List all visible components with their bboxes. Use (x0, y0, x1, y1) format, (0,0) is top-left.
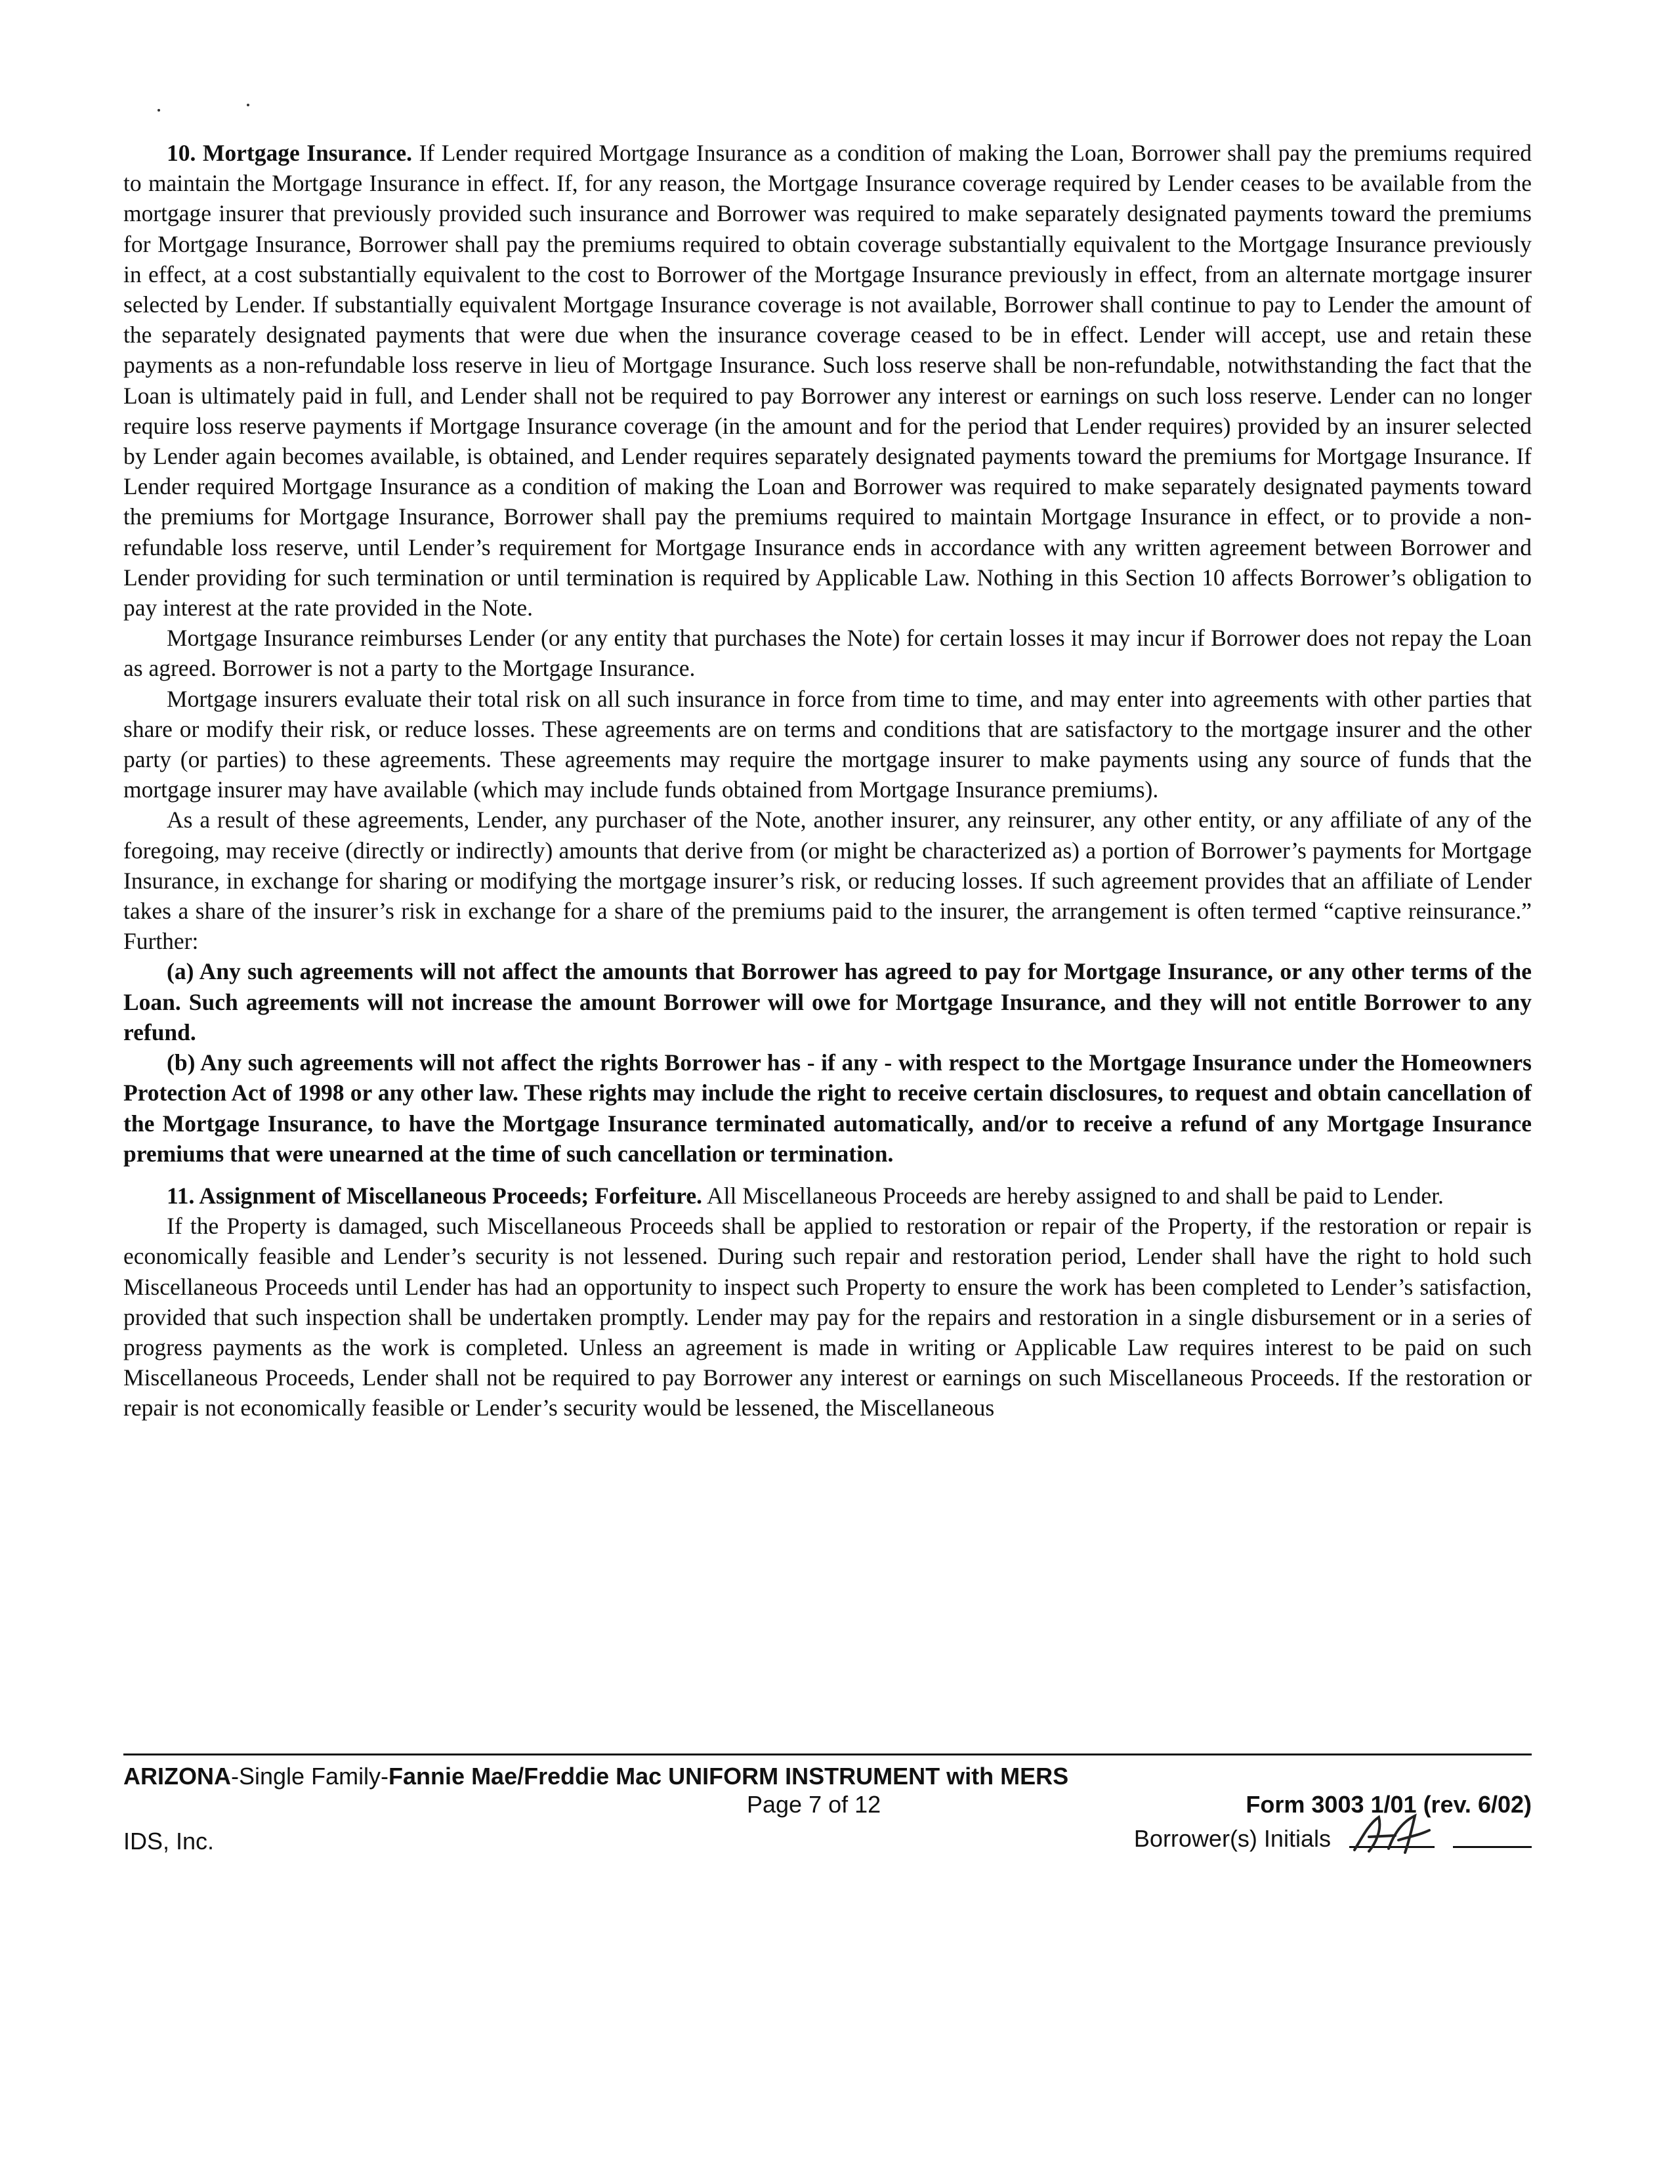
footer-row-2 (123, 1791, 1532, 1818)
section-10-paragraph-2: Mortgage Insurance reimburses Lender (or any entity that purchases the Note) for certain losses it may incur if Borrower does not repay the Loan as agreed. Borrower is not a party to the Mortgage Insurance. (123, 625, 1532, 682)
section-11-text: All Miscellaneous Proceeds are hereby assigned to and shall be paid to Lender. (706, 1182, 1444, 1209)
section-10-paragraph (123, 138, 1532, 623)
initials-line-1 (1349, 1830, 1435, 1848)
scan-speck (158, 109, 160, 112)
scan-speck (247, 104, 249, 106)
section-10-paragraph-3: Mortgage insurers evaluate their total risk on all such insurance in force from time to time, and may enter into agreements with other parties that share or modify their risk, or reduce losses. These agreements are on terms and conditions that are satisfactory to the mortgage insurer and the other party (or parties) to these agreements. These agreements may require the mortgage insurer to make payments using any source of funds that the mortgage insurer may have available (which may include funds obtained from Mortgage Insurance premiums). (123, 685, 1532, 803)
footer-row-3 (123, 1821, 1532, 1854)
page-footer (123, 1754, 1532, 1854)
page-number: Page 7 of 12 (747, 1791, 881, 1818)
section-11-paragraph (123, 1181, 1532, 1211)
initials-line-2 (1453, 1830, 1532, 1848)
footer-vendor: IDS, Inc. (123, 1828, 215, 1855)
initials-label: Borrower(s) Initials (1133, 1825, 1331, 1853)
borrower-initials (1134, 1821, 1532, 1855)
section-10-clause-a: (a) Any such agreements will not affect the amounts that Borrower has agreed to pay for Mortgage Insurance, or any other terms of the Loan. Such agreements will not increase the amount Borrower will owe for Mortgage Insurance, and they will not entitle Borrower to any refund. (123, 958, 1532, 1045)
footer-family-type: -Single Family- (231, 1763, 389, 1790)
document-body (123, 138, 1532, 1423)
section-10-heading: 10. Mortgage Insurance. (167, 140, 412, 166)
footer-state: ARIZONA (123, 1763, 231, 1790)
section-10-paragraph-4: As a result of these agreements, Lender, any purchaser of the Note, another insurer, any reinsurer, any other entity, or any affiliate of any of the foregoing, may receive (directly or indirectly) amounts that derive from (or might be characterized as) a portion of Borrower’s payments for Mortgage Insurance, in exchange for sharing or modifying the mortgage insurer’s risk, or reducing losses. If such agreement provides that an affiliate of Lender takes a share of the insurer’s risk in exchange for a share of the premiums paid to the insurer, the arrangement is often termed “captive reinsurance.” Further: (123, 807, 1532, 955)
section-10-clause-b: (b) Any such agreements will not affect the rights Borrower has - if any - with respect to the Mortgage Insurance under the Homeowners Protection Act of 1998 or any other law. These rights may include the right to receive certain disclosures, to request and obtain cancellation of the Mortgage Insurance, to have the Mortgage Insurance terminated automatically, and/or to receive a refund of any Mortgage Insurance premiums that were unearned at the time of such cancellation or termination. (123, 1049, 1532, 1167)
footer-instrument: Fannie Mae/Freddie Mac UNIFORM INSTRUMENT with MERS (388, 1763, 1069, 1790)
section-11-heading: 11. Assignment of Miscellaneous Proceeds; Forfeiture. (167, 1182, 703, 1209)
handwritten-initials (1349, 1811, 1435, 1857)
section-10-text: If Lender required Mortgage Insurance as a condition of making the Loan, Borrower shall pay the premiums required to maintain the Mortgage Insurance in effect. If, for any reason, the Mortgage Insurance coverage required by Lender ceases to be available from the mortgage insurer that previously provided such insurance and Borrower was required to make separately designated payments toward the premiums for Mortgage Insurance, Borrower shall pay the premiums required to obtain coverage substantially equivalent to the Mortgage Insurance previously in effect, at a cost substantially equivalent to the cost to Borrower of the Mortgage Insurance previously in effect, from an alternate mortgage insurer selected by Lender. If substantially equivalent Mortgage Insurance coverage is not available, Borrower shall continue to pay to Lender the amount of the separately designated payments that were due when the insurance coverage ceased to be in effect. Lender will accept, use and retain these payments as a non-refundable loss reserve in lieu of Mortgage Insurance. Such loss reserve shall be non-refundable, notwithstanding the fact that the Loan is ultimately paid in full, and Lender shall not be required to pay Borrower any interest or earnings on such loss reserve. Lender can no longer require loss reserve payments if Mortgage Insurance coverage (in the amount and for the period that Lender requires) provided by an insurer selected by Lender again becomes available, is obtained, and Lender requires separately designated payments toward the premiums for Mortgage Insurance. If Lender required Mortgage Insurance as a condition of making the Loan and Borrower was required to make separately designated payments toward the premiums for Mortgage Insurance, Borrower shall pay the premiums required to maintain Mortgage Insurance in effect, or to provide a non-refundable loss reserve, until Lender’s requirement for Mortgage Insurance ends in accordance with any written agreement between Borrower and Lender providing for such termination or until termination is required by Applicable Law. Nothing in this Section 10 affects Borrower’s obligation to pay interest at the rate provided in the Note. (123, 140, 1532, 621)
form-number: Form 3003 1/01 (rev. 6/02) (1246, 1791, 1532, 1818)
footer-form-title (123, 1762, 1532, 1791)
section-11-paragraph-2: If the Property is damaged, such Miscellaneous Proceeds shall be applied to restoration or repair of the Property, if the restoration or repair is economically feasible and Lender’s security is not lessened. During such repair and restoration period, Lender shall have the right to hold such Miscellaneous Proceeds until Lender has had an opportunity to inspect such Property to ensure the work has been completed to Lender’s satisfaction, provided that such inspection shall be undertaken promptly. Lender may pay for the repairs and restoration in a single disbursement or in a series of progress payments as the work is completed. Unless an agreement is made in writing or Applicable Law requires interest to be paid on such Miscellaneous Proceeds, Lender shall not be required to pay Borrower any interest or earnings on such Miscellaneous Proceeds. If the restoration or repair is not economically feasible or Lender’s security would be lessened, the Miscellaneous (123, 1213, 1532, 1421)
